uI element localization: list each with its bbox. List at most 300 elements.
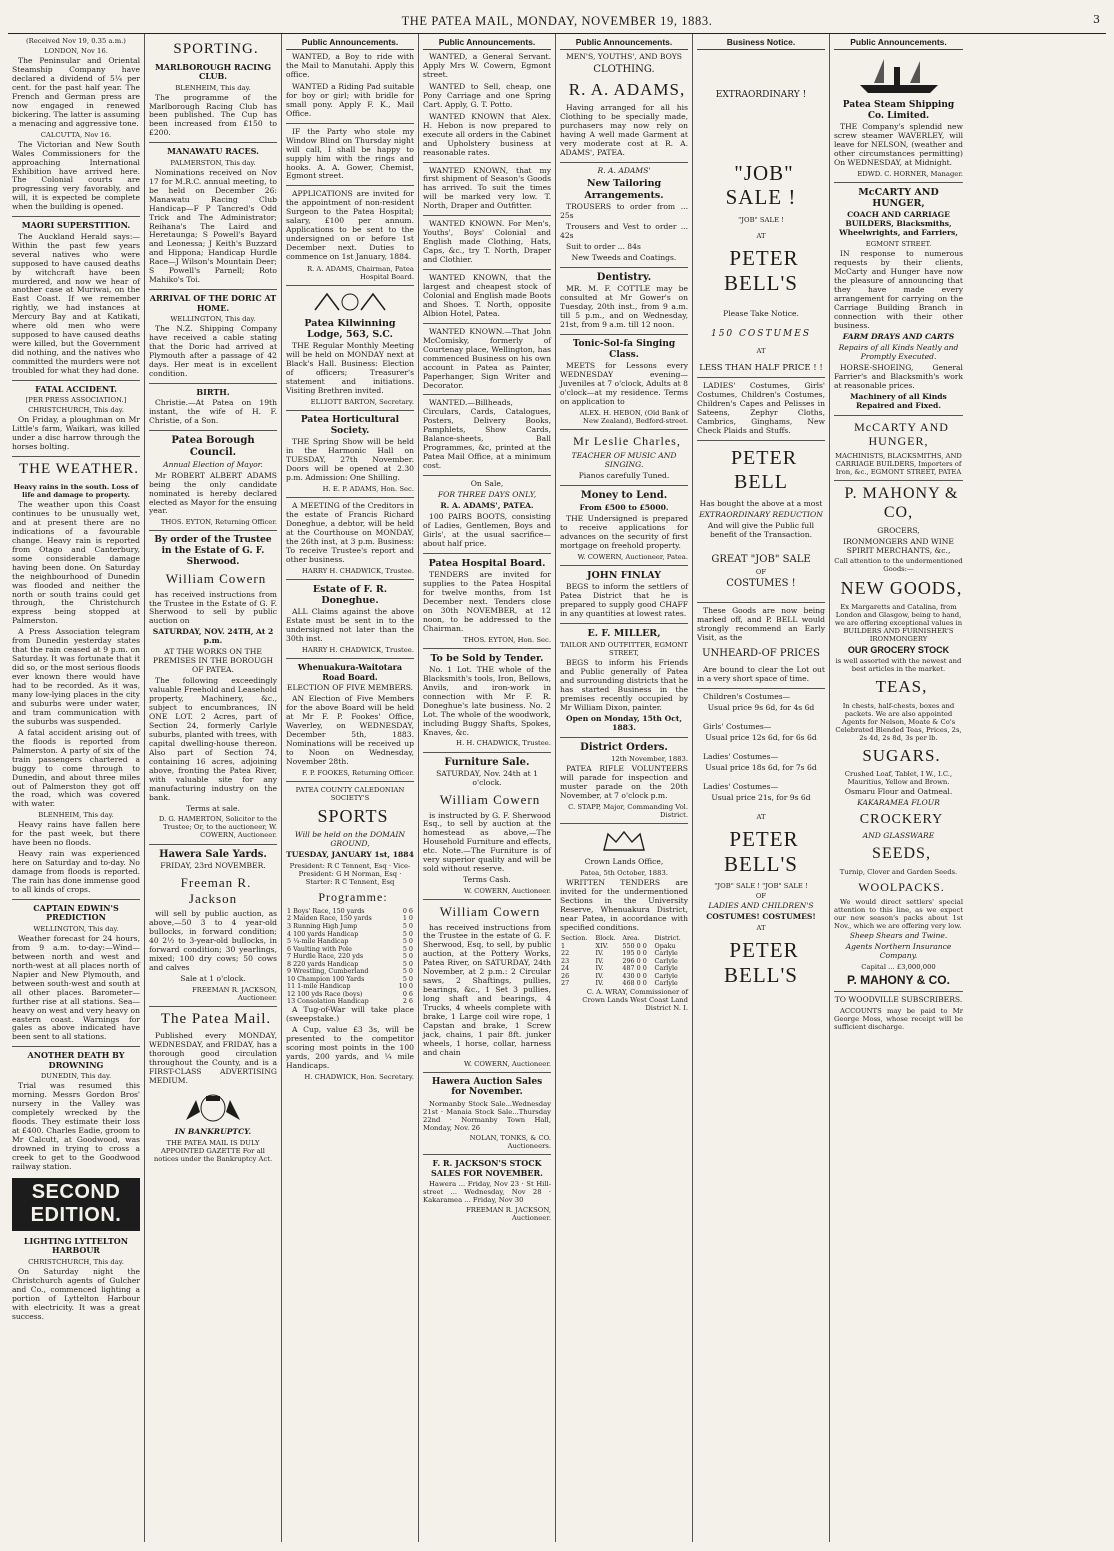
column-sporting	[145, 34, 282, 1542]
programme-entry: 1 0	[402, 914, 413, 923]
price-value: Usual price 9s 6d, for 4s 6d	[707, 703, 815, 713]
crown-lands-table	[560, 935, 688, 988]
crown-cell: 296 0 0	[622, 956, 647, 965]
jackson-stock-signature: FREEMAN R. JACKSON, Auctioneer.	[466, 1206, 551, 1223]
furniture-terms: Terms Cash.	[463, 875, 511, 885]
at-label: AT	[756, 347, 766, 356]
article-text: On Friday, a ploughman on Mr Little's farm, Waikari, was killed under a disc harrow through the horses bolting.	[12, 415, 140, 452]
patea-mail-text: Published every MONDAY, WEDNESDAY, and FRIDAY, has a thorough good circulation throughout the County, and is a FIRST-CLASS ADVERTISING MEDIUM.	[149, 1031, 278, 1086]
job-sale-line: "JOB" SALE ! "JOB" SALE !	[714, 882, 808, 891]
crown-cell: 430 0 0	[622, 971, 647, 980]
programme-entry: 0 6	[402, 906, 413, 915]
hospital-text: TENDERS are invited for supplies to the Patea Hospital for twelve months, from 1st December next. Tenders close on 30th NOVEMBER, at 12 noon, to be addressed to the Chairman.	[423, 569, 551, 633]
crown-cell: 468 0 0	[622, 979, 647, 988]
trustee-signature: D. G. HAMERTON, Solicitor to the Trustee; Or, to the auctioneer, W. COWERN, Auctioneer.	[158, 815, 277, 840]
miller-subheading: TAILOR AND OUTFITTER, EGMONT STREET,	[560, 641, 688, 658]
extraordinary: EXTRAORDINARY !	[715, 90, 807, 101]
programme-entry: 5 0	[402, 967, 413, 976]
mccarty-heading: McCARTY AND HUNGER,	[858, 187, 939, 210]
article-heading: MANAWATU RACES.	[167, 146, 259, 157]
programme-table	[286, 908, 414, 1006]
crown-cell: 195 0 0	[622, 949, 647, 958]
charles-text: Pianos carefully Tuned.	[578, 471, 670, 481]
crown-cell: IV.	[595, 971, 604, 980]
programme-event: 5 ¼-mile Handicap	[287, 937, 349, 946]
programme-entry: 5 0	[402, 944, 413, 953]
great-job-sale: GREAT "JOB" SALE	[711, 554, 811, 566]
hawera-auction-heading: Hawera Auction Sales for November.	[431, 1076, 543, 1098]
birth-heading: BIRTH.	[196, 386, 230, 397]
article-text: A fatal accident arising out of the floods is reported from Palmerston. A party of six of the train passengers chartered a buggy to come through to Dunedin, and about three miles out of Palmerston they got off the road, which was covered with water.	[12, 727, 140, 809]
column-announcements-1	[282, 34, 419, 1542]
sale-venue: AT THE WORKS ON THE PREMISES IN THE BOROUGH OF PATEA.	[152, 647, 274, 675]
article-text: Trial was resumed this morning. Messrs Gordon Bros' nursery in the Valley was completely wrecked by the floods. They estimate their loss at £400. Charles Eadie, groom to Mr Calcutt, at Goodwood, was drowned in trying to cross a creek to get to the Goodwood railway station.	[12, 1081, 140, 1171]
crown-cell: IV.	[595, 979, 604, 988]
crown-column-header: Block.	[595, 934, 616, 942]
crown-cell: IV.	[595, 949, 604, 958]
pottery-signature: W. COWERN, Auctioneer.	[464, 1059, 551, 1068]
council-text: Mr ROBERT ALBERT ADAMS being the only candidate nominated is hereby declared elected as Mayor for the ensuing year.	[149, 470, 277, 516]
patea-mail-heading: The Patea Mail.	[160, 1010, 272, 1027]
dateline: BLENHEIM, This day.	[38, 811, 114, 820]
peter-bells-heading: PETER BELL'S	[724, 826, 799, 876]
lodge-text: THE Regular Monthly Meeting will be held on MONDAY next at Black's Hall. Business: Election of officers; Treasurer's statement and initiations. Visiting Brethren invited.	[286, 341, 414, 396]
column-announcements-3	[556, 34, 693, 1542]
crown-emblem-icon	[594, 828, 654, 854]
steamship-icon	[854, 53, 944, 97]
article-heading: CAPTAIN EDWIN'S PREDICTION	[33, 903, 119, 923]
sugars-text: Crushed Loaf, Tablet, I W., I.C., Mauritius, Yellow and Brown.	[844, 769, 953, 786]
hawera-date: FRIDAY, 23rd NOVEMBER.	[160, 861, 266, 871]
new-goods: NEW GOODS,	[840, 577, 963, 598]
woolpacks: WOOLPACKS.	[858, 879, 945, 894]
dateline: WELLINGTON, This day.	[33, 924, 119, 933]
mahony-heading: P. MAHONY & CO,	[844, 484, 959, 521]
road-board-text: AN Election of Five Members for the above Board will be held at Mr F. P. Fookes' Office, Waverley, on WEDNESDAY, December 5th, 1883. Nominations will be received up to Noon on Wednesday, November 28th.	[286, 693, 414, 766]
miller-open: Open on Monday, 15th Oct, 1883.	[566, 713, 682, 732]
furniture-date: SATURDAY, Nov. 24th at 1 o'clock.	[436, 769, 538, 788]
dentistry-text: MR. M. F. COTTLE may be consulted at Mr Gower's on Tuesday, 20th inst., from 9 a.m. till 5 p.m., and on Wednesday, 21st, from 9 a.m. till 12 noon.	[560, 284, 688, 330]
marked-off-text: These Goods are now being marked off, and P. BELL would strongly recommend an Early Visit, as the	[697, 605, 825, 642]
at-label: AT	[756, 924, 766, 933]
money-text: THE Undersigned is prepared to receive applications for advances on the security of first mortgage on freehold property.	[560, 513, 688, 550]
glassware: AND GLASSWARE	[862, 831, 935, 841]
article-heading: MARLBOROUGH RACING CLUB.	[154, 61, 272, 82]
article-text: Heavy rain was experienced here on Saturday and to-day. No damage from floods is reported. The rain has done immense good to all kinds of crops.	[12, 849, 140, 895]
programme-entry: 2 6	[402, 997, 413, 1006]
estate-heading: Estate of F. R. Doneghue.	[312, 583, 388, 607]
clothing-pre: MEN'S, YOUTHS', AND BOYS	[565, 52, 683, 62]
of-label: OF	[755, 567, 767, 576]
oatmeal: Osmaru Flour and Oatmeal.	[844, 786, 953, 796]
programme-entry: 5 0	[402, 952, 413, 961]
money-heading: Money to Lend.	[580, 490, 668, 502]
article-text: The Victorian and New South Wales Commissioners for the approaching International Exhibition have arrived here. The Colonial courts are progressing very favorably, and will, it is expected be complete when the building is opened.	[12, 139, 140, 212]
job-sale-heading: "JOB" SALE !	[725, 160, 797, 210]
price-list	[697, 693, 825, 803]
dateline: PALMERSTON, This day.	[170, 158, 256, 167]
money-amount: From £500 to £5000.	[579, 503, 669, 512]
district-orders-date: 12th November, 1883.	[611, 755, 688, 764]
road-board-signature: F. P. FOOKES, Returning Officer.	[301, 768, 414, 777]
weather-subheading: Heavy rains in the south. Loss of life and damage to property.	[13, 482, 139, 499]
programme-event: 4 100 yards Handicap	[287, 929, 359, 938]
crown-cell: Carlyle	[654, 956, 678, 965]
crown-lands-text: WRITTEN TENDERS are invited for the undermentioned Sections in the University Reserve, Whenuakura District, near Patea, in accordance with specified conditions.	[560, 878, 688, 933]
hospital-signature: THOS. EYTON, Hon. Sec.	[463, 635, 551, 644]
furniture-heading: Furniture Sale.	[444, 756, 530, 768]
tailor-heading: New Tailoring Arrangements.	[584, 178, 664, 201]
tug-of-war: A Tug-of-War will take place (sweepstake.)	[286, 1005, 414, 1023]
lodge-signature: ELLIOTT BARTON, Secretary.	[310, 398, 414, 407]
kakaramea-flour: KAKARAMEA FLOUR	[857, 797, 940, 807]
crown-cell: Opaku	[654, 941, 676, 950]
costumes-count: 150 COSTUMES	[710, 328, 811, 339]
article-text: Weather forecast for 24 hours, from 9 a.m. to-day:—Wind—between north and west and north-west at all places north of Napier and New Plymouth, and between south-west and south at all other places. Barometer—further rise at all stations. Sea—heavy on west and very heavy on eastern coast. Warnings for gales as above indicated have been sent to all stations.	[12, 933, 140, 1042]
programme-event: 1 Boys' Race, 150 yards	[287, 906, 365, 915]
columns	[8, 34, 1106, 1542]
trustee-heading: By order of the Trustee in the Estate of G. F. Sherwood.	[154, 535, 272, 567]
less-than-half: LESS THAN HALF PRICE ! !	[699, 363, 823, 374]
programme-event: 11 1-mile Handicap	[287, 982, 351, 991]
article-heading: LIGHTING LYTTELTON HARBOUR	[23, 1235, 129, 1256]
bankruptcy-text: THE PATEA MAIL IS DULY APPOINTED GAZETTE For all notices under the Bankruptcy Act.	[153, 1138, 273, 1163]
article-text: The weather upon this Coast continues to be unusually wet, and at present there are no indications of a favourable change. Heavy rain is reported from Otago and Canterbury, some considerable damage having been done. On Saturday the neighbourhood of Dunedin was flooded and neither the north or south trains could get through, the Christchurch express being stopped at Palmerston.	[12, 499, 140, 626]
job-sale-small: "JOB" SALE !	[738, 216, 784, 225]
jackson-stock-heading: F. R. JACKSON'S STOCK SALES FOR NOVEMBER.	[431, 1158, 543, 1178]
peter-bells-heading: PETER BELL'S	[724, 246, 799, 295]
woodville-text: ACCOUNTS may be paid to Mr George Moss, whose receipt will be sufficient discharge.	[834, 1007, 963, 1032]
classified-ad: WANTED KNOWN that Alex. H. Hebon is now prepared to execute all orders in the Cabinet and Upholstery business at reasonable rates.	[423, 111, 551, 157]
price-category: Ladies' Costumes—	[703, 781, 779, 791]
dateline: WELLINGTON, This day.	[170, 315, 256, 324]
article-text: The programme of the Marlborough Racing Club has been published. The Cup has been increased from £150 to £200.	[149, 92, 277, 138]
horticultural-text: THE Spring Show will be held in the Harmonic Hall on TUESDAY, 27th November. Doors will be opened at 2.30 p.m. Admission: One Shilling.	[286, 437, 414, 483]
page-number: 3	[1093, 13, 1100, 26]
at-label: AT	[756, 812, 766, 821]
dateline: CHRISTCHURCH, This day.	[28, 1257, 124, 1266]
dentistry-heading: Dentistry.	[596, 271, 652, 283]
auctioneer-name: William Cowern	[165, 571, 267, 587]
tender-heading: To be Sold by Tender.	[430, 652, 544, 664]
singing-text: MEETS for Lessons every WEDNESDAY evening—Juveniles at 7 o'clock, Adults at 8 o'clock—at my residence. Terms on application to	[560, 361, 688, 407]
ironmongers: IRONMONGERS AND WINE SPIRIT MERCHANTS, &c.,	[843, 536, 954, 555]
crown-lands-date: Patea, 5th October, 1883.	[580, 869, 668, 878]
programme-entry: 5 0	[402, 959, 413, 968]
classified-ad: WANTED KNOWN, that my first shipment of Season's Goods has arrived. To suit the times will be marked very low. T. North, Draper and Outfitter.	[423, 165, 551, 211]
furniture-signature: W. COWERN, Auctioneer.	[464, 887, 551, 896]
of-label: OF	[755, 892, 767, 901]
clear-text: Are bound to clear the Lot out in a very short space of time.	[697, 665, 825, 684]
grocery-text: is well assorted with the newest and best articles in the market.	[835, 657, 962, 674]
cup-text: A Cup, value £3 3s, will be presented to the competitor scoring most points in the 100 yards, 200 yards, and ¼ mile Handicaps.	[286, 1024, 414, 1070]
column-business-notice	[693, 34, 830, 1542]
boots-text: 100 PAIRS BOOTS, consisting of Ladies, Gentlemen, Boys and Girls', at the usual sacrifice—about half price.	[423, 511, 551, 548]
programme-entry: 0 6	[402, 989, 413, 998]
classified-ad: WANTED KNOWN, that the largest and cheapest stock of Colonial and English made Boots and Shoes. T. North, opposite Albion Hotel, Patea.	[423, 273, 551, 318]
classified-ad: WANTED, a General Servant. Apply Mrs W. Cowern, Egmont street.	[423, 52, 551, 79]
programme-entry: 5 0	[402, 974, 413, 983]
programme-event: 10 Champion 100 Yards	[287, 974, 365, 983]
tailor-item: Suit to order ... 84s	[566, 241, 641, 251]
teas-heading: TEAS,	[875, 677, 928, 697]
crown-cell: 26	[561, 971, 570, 980]
column-heading: Public Announcements.	[286, 37, 414, 50]
article-heading: ANOTHER DEATH BY DROWNING	[27, 1050, 125, 1070]
hawera-auction-signature: NOLAN, TONKS, & CO. Auctioneers.	[469, 1134, 551, 1151]
crockery: CROCKERY	[859, 811, 944, 827]
charles-subheading: TEACHER OF MUSIC AND SINGING.	[571, 451, 677, 470]
classified-ad: WANTED, a Boy to ride with the Mail to Manutahi. Apply this office.	[286, 52, 414, 79]
adams-text: Having arranged for all his Clothing to be specially made, purchasers may now rely on having A well made Garment at very moderate cost at R. A. ADAMS', PATEA.	[560, 102, 688, 157]
article-text: Nominations received on Nov 17 for M.R.C. annual meeting, to be held on December 26: Manawatu Racing Club Handicap—F P Tancred's Odd Trick and The Administrator; Reihana's The Laird and Heretaunga; S Powell's Bayard and Leonessa; J Keith's Buzzard and Hippona; Handicap Hurdle Race—J Wilson's Mountain Deer; S Powell's Parnell; Roto Mahiko's Toi.	[149, 167, 277, 285]
column-heading: Public Announcements.	[834, 37, 963, 50]
tailor-item: Trousers and Vest to order ... 42s	[560, 221, 688, 240]
road-board-heading: Whenuakura-Waitotara Road Board.	[297, 662, 403, 682]
masthead	[8, 8, 1106, 34]
programme-event: 13 Consolation Handicap	[287, 997, 369, 1006]
teas-text: In chests, half-chests, boxes and packets. We are also appointed Agents for Nelson, Moate & Co's Celebrated Blended Teas, Prices, 2s, 2s 4d, 2s 8d, 3s per lb.	[835, 701, 962, 742]
machinery: Machinery of all Kinds Repaired and Fixed.	[850, 391, 947, 410]
hawera-auction-text: Normanby Stock Sale...Wednesday 21st · Manaia Stock Sale...Thursday 22nd · Normanby Town Hall, Monday, Nov. 26	[423, 1100, 551, 1133]
steam-heading: Patea Steam Shipping Co. Limited.	[842, 100, 955, 121]
programme-event: 3 Running High Jump	[287, 922, 358, 931]
steam-signature: EDWD. C. HORNER, Manager.	[857, 170, 963, 178]
capital: Capital ... £3,000,000	[861, 963, 936, 971]
crown-cell: Carlyle	[654, 949, 678, 958]
programme-heading: Programme:	[318, 889, 388, 904]
crown-cell: 1	[561, 941, 566, 950]
mccarty-address: EGMONT STREET.	[865, 240, 932, 249]
reduction: EXTRAORDINARY REDUCTION	[699, 510, 823, 520]
auctioneer-name: William Cowern	[439, 792, 541, 808]
crown-column-header: Section.	[561, 934, 588, 942]
tender-text: No. 1 Lot. THE whole of the Blacksmith's tools, Iron, Bellows, Anvils, and iron-work in connection with Mr F. R. Doneghue's late business. No. 2 Lot. The whole of the woodwork, including Buggy Shafts, Spokes, Knaves, &c.	[423, 664, 551, 737]
finlay-heading: JOHN FINLAY	[587, 569, 661, 581]
district-orders-heading: District Orders.	[580, 741, 668, 753]
column-news	[8, 34, 145, 1542]
sports-society: PATEA COUNTY CALEDONIAN SOCIETY'S	[295, 785, 405, 802]
seeds: SEEDS,	[872, 845, 931, 863]
mccarty-text: IN response to numerous requests by their clients, McCarty and Hunger have now the pleasure of announcing that they have made every arrangement for carrying on the Carriage Building Branch in connection with their other business.	[834, 249, 963, 330]
classified-ad: IF the Party who stole my Window Blind on Thursday night will call, I shall be happy to supply him with the rings and hooks. A. A. Gower, Chemist, Egmont street.	[286, 126, 414, 181]
district-orders-signature: C. STAPP, Major, Commanding Vol. District.	[568, 803, 688, 820]
article-text: The Peninsular and Oriental Steamship Company have declared a dividend of 5¼ per cent. for the past half year. The French and German press are now engaged in renewed bickering. The latter is assuming a menacing and aggressive tone.	[12, 56, 140, 128]
crown-cell: Carlyle	[654, 979, 678, 988]
sheep-shears: Sheep Shears and Twine.	[849, 931, 948, 941]
crown-lands-heading: Crown Lands Office,	[584, 857, 664, 867]
charles-heading: Mr Leslie Charles,	[573, 434, 681, 449]
crown-cell: 487 0 0	[622, 964, 647, 973]
finlay-text: BEGS to inform the settlers of Patea District that he is prepared to supply good CHAFF in any quantities at lowest rates.	[560, 581, 688, 618]
woolpacks-text: We would direct settlers' special attention to this line, as we expect our new season's packs about 1st Nov., which we are offering very low.	[834, 898, 963, 931]
miller-heading: E. F. MILLER,	[587, 627, 661, 639]
new-goods-text: Ex Margaretts and Catalina, from London and Glasgow, being to hand, we are offering exceptional values in BUILDERS AND FURNISHER'S IRONMONGERY	[834, 602, 963, 643]
classified-ad: WANTED.—Billheads, Circulars, Cards, Catalogues, Posters, Delivery Books, Pamphlets, Show Cards, Balance-sheets, Ball Programmes, &c, printed at the Patea Mail Office, at a minimum cost.	[423, 398, 551, 471]
masonic-emblem-icon	[305, 290, 395, 314]
freeman-time: Sale at 1 o'clock.	[180, 973, 246, 983]
dateline: CHRISTCHURCH, This day.	[28, 406, 124, 415]
tender-signature: H. H. CHADWICK, Trustee.	[456, 739, 551, 748]
horse-shoeing: HORSE-SHOEING, General Farrier's and Blacksmith's work at reasonable prices.	[834, 362, 963, 390]
dateline: BLENHEIM, This day.	[175, 83, 251, 92]
take-notice: Please Take Notice.	[723, 308, 799, 318]
insurance-agents: Agents Northern Insurance Company.	[845, 942, 952, 961]
clothing-heading: CLOTHING.	[593, 63, 655, 75]
costumes-costumes: COSTUMES! COSTUMES!	[706, 912, 816, 922]
council-signature: THOS. EYTON, Returning Officer.	[160, 518, 277, 527]
singing-heading: Tonic-Sol-fa Singing Class.	[572, 339, 676, 360]
estate-signature: HARRY H. CHADWICK, Trustee.	[301, 646, 414, 655]
horticultural-heading: Patea Horticultural Society.	[300, 415, 400, 436]
ad-signature: R. A. ADAMS, Chairman, Patea Hospital Board.	[306, 265, 414, 282]
repairs: Repairs of all Kinds Neatly and Promptly Executed.	[838, 342, 959, 361]
article-heading: MAORI SUPERSTITION.	[21, 220, 131, 231]
programme-event: 2 Maiden Race, 150 yards	[287, 914, 372, 923]
peter-bell-text: And will give the Public full benefit of the Transaction.	[707, 521, 815, 540]
grocery-stock: OUR GROCERY STOCK	[847, 644, 950, 655]
article-text: Heavy rains have fallen here for the past week, but there have been no floods.	[12, 820, 140, 848]
crown-lands-signature: C. A. WRAY, Commissioner of Crown Lands West Coast Land District N. I.	[582, 987, 688, 1012]
programme-entry: 5 0	[402, 929, 413, 938]
price-value: Usual price 21s, for 9s 6d	[711, 792, 811, 802]
hospital-heading: Patea Hospital Board.	[428, 557, 546, 569]
classified-ad: WANTED a Riding Pad suitable for boy or girl; with bridle for small pony. Apply F. K., Mail Office.	[286, 81, 414, 118]
creditors-signature: HARRY H. CHADWICK, Trustee.	[301, 566, 414, 575]
trustee-text: has received instructions from the Trustee in the Estate of G. F. Sherwood to sell by public auction on	[149, 589, 277, 626]
column-heading: Public Announcements.	[560, 37, 688, 50]
article-text: The Auckland Herald says:—Within the past few years several natives who were supposed to have caused deaths by witchcraft have been murdered, and now we hear of another case at Muriwai, on the East Coast. If we remember rightly, we had instances at Mercury Bay and at Katikati, where old men who were supposed to have caused deaths were killed, but the Government did nothing, and the natives who committed the murders were not troubled for what they had done.	[12, 231, 140, 376]
programme-entry: 5 0	[402, 937, 413, 946]
terms: Terms at sale.	[186, 803, 240, 813]
at-label: AT	[756, 232, 766, 241]
mccarty-subheading: COACH AND CARRIAGE BUILDERS, Blacksmiths, Wheelwrights, and Farriers,	[839, 210, 958, 238]
council-subheading: Annual Election of Mayor.	[163, 459, 263, 469]
price-category: Ladies' Costumes—	[703, 751, 779, 761]
costumes-label: COSTUMES !	[726, 577, 796, 589]
horticultural-signature: H. E. P. ADAMS, Hon. Sec.	[322, 485, 414, 494]
classified-ad: APPLICATIONS are invited for the appointment of non-resident Surgeon to the Patea Hospital; salary, £100 per annum. Applications to be sent to the undersigned on or before 1st December next. Duties to commence on 1st January, 1884.	[286, 189, 414, 262]
sale-days: FOR THREE DAYS ONLY,	[437, 490, 537, 500]
peter-bell-heading: PETER BELL	[730, 447, 798, 493]
pottery-text: has received instructions from the Trustee in the estate of G. F. Sherwood, Esq, to sell, by public auction, at the Pottery Works, Patea River, on SATURDAY, 24th November, at 2 p.m.: 2 Circular saws, 2 Shaftings, pullies, bearings, &c., 1 Set 3 pullies, long shaft and bearings, 4 Trucks, 4 wheels complete with brake, 1 Large coil wire rope, 1 Capstan and brake, 1 Screw jack, chains, 1 pair 8ft. junker wheels, 1 horse, collar, harness and chain	[423, 922, 551, 1057]
sporting-heading: SPORTING.	[173, 41, 259, 57]
classified-ad: WANTED to Sell, cheap, one Pony Carriage and one Spring Cart. Apply, G. T. Potto.	[423, 81, 551, 109]
call-attention: Call attention to the undermentioned Goods:—	[834, 557, 963, 574]
sports-officials: President: R C Tennent, Esq · Vice-President: G H Norman, Esq · Starter: R C Tennent, Esq	[289, 861, 411, 886]
tailor-pre: R. A. ADAMS'	[597, 165, 651, 175]
programme-event: 12 100 yds Race (boys)	[287, 989, 363, 998]
mccarty-sub-2: MACHINISTS, BLACKSMITHS, AND CARRIAGE BUILDERS, Importers of Iron, &c., EGMONT STREET, PATEA	[835, 451, 962, 476]
weather-heading: THE WEATHER.	[18, 461, 140, 478]
price-category: Girls' Costumes—	[703, 722, 772, 732]
price-value: Usual price 18s 6d, for 7s 6d	[705, 762, 817, 772]
sports-signature: H. CHADWICK, Hon. Secretary.	[304, 1072, 414, 1081]
road-board-subheading: ELECTION OF FIVE MEMBERS.	[286, 683, 414, 692]
sale-on: On Sale,	[470, 479, 504, 489]
article-heading: ARRIVAL OF THE DORIC AT HOME.	[149, 293, 277, 313]
sugars-heading: SUGARS.	[862, 745, 941, 765]
birth-text: Christie.—At Patea on 19th instant, the wife of H. F. Christie, of a Son.	[149, 398, 277, 426]
farm-drays: FARM DRAYS AND CARTS	[842, 331, 955, 341]
sale-date: SATURDAY, NOV. 24TH, At 2 p.m.	[152, 627, 274, 646]
price-value: Usual price 12s 6d, for 6s 6d	[705, 733, 817, 743]
jackson-stock-text: Hawera ... Friday, Nov 23 · St Hill-street ... Wednesday, Nov 28 · Kakaramea ... Friday, Nov 30	[423, 1180, 551, 1205]
programme-entry: 5 0	[402, 922, 413, 931]
steam-text: THE Company's splendid new screw steamer WAVERLEY, will leave for NELSON, (weather and other circumstances permitting) On WEDNESDAY, at Midnight.	[834, 122, 963, 168]
miller-text: BEGS to inform his Friends and Public generally of Patea and surrounding districts that he has started Business in the premises recently occupied by Mr William Dixon, painter.	[560, 658, 688, 712]
council-heading: Patea Borough Council.	[171, 435, 255, 458]
classified-ad: WANTED KNOWN.—That John McComisky, formerly of Courtenay place, Wellington, has commenced Business on his own account in Patea as Painter, Paperhanger, Sign Writer and Decorator.	[423, 326, 551, 390]
dateline: CALCUTTA, Nov 16.	[40, 130, 112, 139]
crown-cell: 27	[561, 979, 570, 988]
dateline: DUNEDIN, This day.	[40, 1072, 112, 1081]
furniture-text: is instructed by G. F. Sherwood Esq., to sell by auction at the homestead as above,—The Household Furniture and effects, etc. Note.—The Furniture is of very superior quality and will be sold without reserve.	[423, 810, 551, 874]
ladies-costumes-text: LADIES' Costumes, Girls' Costumes, Children's Costumes, Children's Capes and Pelisses in Sateens, Zephyr Cloths, Cambrics, Ginghams, New Check Plaids and Stuffs.	[697, 381, 825, 436]
unheard-prices: UNHEARD-OF PRICES	[702, 648, 820, 660]
auctioneer-name: William Cowern	[439, 904, 541, 920]
column-heading: Public Announcements.	[423, 37, 551, 50]
crown-column-header: District.	[654, 934, 681, 942]
freeman-name: Freeman R. Jackson	[180, 875, 252, 906]
article-text: The N.Z. Shipping Company have received a cable stating that the Doric had arrived at Plymouth after a passage of 42 days. Her meat is in excellent condition.	[149, 324, 277, 378]
peter-bell-text: Has bought the above at a most	[699, 499, 823, 509]
column-announcements-4	[830, 34, 967, 1542]
crown-cell: Carlyle	[654, 964, 678, 973]
peter-bells-heading: PETER BELL'S	[724, 938, 799, 988]
crown-cell: XIV.	[595, 941, 609, 950]
grocers: GROCERS,	[877, 525, 920, 535]
sports-date: TUESDAY, JANUARY 1st, 1884	[286, 849, 414, 859]
crown-cell: 22	[561, 949, 570, 958]
money-signature: W. COWERN, Auctioneer, Patea.	[577, 552, 688, 561]
programme-event: 7 Hurdle Race, 220 yds	[287, 952, 364, 961]
bankruptcy-heading: IN BANKRUPTCY.	[174, 1126, 252, 1136]
crown-cell: 24	[561, 964, 570, 973]
freeman-text: will sell by public auction, as above,—50 3 to 4 year-old bullocks, in forward condition; 40 2½ to 3-year-old bullocks, in forward condition; 30 yearlings, mixed; 100 dry cows; 50 cows and calves	[149, 908, 277, 972]
singing-signature: ALEX. H. HEBON, (Old Bank of New Zealand), Bedford-street.	[579, 409, 688, 426]
crown-cell: Carlyle	[654, 971, 678, 980]
classified-ad: WANTED KNOWN. For Men's, Youths', Boys' Colonial and English made Clothing, Hats, Caps, &c., try T. North, Draper and Clothier.	[423, 219, 551, 265]
crown-row	[560, 980, 688, 988]
sports-heading: SPORTS	[317, 805, 389, 826]
sports-venue: Will be held on the DOMAIN GROUND,	[294, 829, 406, 848]
sale-at: R. A. ADAMS', PATEA.	[440, 501, 534, 510]
creditors-text: A MEETING of the Creditors in the estate of Francis Richard Doneghue, a debtor, will be held at the Courthouse on MONDAY, the 26th inst, at 3 p.m. Business: To receive Trustee's report and other business.	[286, 501, 414, 564]
column-heading: Business Notice.	[697, 37, 825, 50]
district-orders-text: PATEA RIFLE VOLUNTEERS will parade for inspection and muster parade on the 20th November, at 7 o'clock p.m.	[560, 764, 688, 801]
ladies-children: LADIES AND CHILDREN'S	[708, 901, 814, 911]
tailor-footer: New Tweeds and Coatings.	[571, 252, 677, 262]
crown-cell: IV.	[595, 964, 604, 973]
freeman-signature: FREEMAN R. JACKSON, Auctioneer.	[192, 985, 277, 1002]
dateline: LONDON, Nov 16.	[44, 47, 108, 56]
crown-cell: 550 0 0	[622, 941, 647, 950]
seeds-text: Turnip, Clover and Garden Seeds.	[839, 867, 958, 876]
crown-cell: IV.	[595, 956, 604, 965]
second-edition-banner: SECOND EDITION.	[12, 1178, 140, 1231]
mccarty-heading-2: McCARTY AND HUNGER,	[854, 419, 949, 448]
crown-column-header: Area.	[622, 934, 640, 942]
estate-text: ALL Claims against the above Estate must be sent in to the undersigned not later than the 30th inst.	[286, 607, 414, 644]
programme-event: 6 Vaulting with Pole	[287, 944, 352, 953]
crown-cell: 23	[561, 956, 570, 965]
article-text: On Saturday night the Christchurch agents of Gulcher and Co., commenced lighting a portion of Lyttelton Harbour with electricity. It was a great success.	[12, 1266, 140, 1321]
hawera-heading: Hawera Sale Yards.	[159, 848, 267, 860]
adams-name: R. A. ADAMS,	[568, 79, 686, 99]
trustee-text: The following exceedingly valuable Freehold and Leasehold property, Machinery, &c., subject to encumbrances, IN ONE LOT. 2 Acres, part of Section 24, formerly Carlyle suburbs, planted with trees, with capital dwelling-house thereon. Also part of Section 74, containing 16 acres, adjoining above, fronting the Patea River, with valuable site for any manufacturing industry on the bank.	[149, 676, 277, 802]
lodge-heading: Patea Kilwinning Lodge, 563, S.C.	[304, 318, 396, 341]
